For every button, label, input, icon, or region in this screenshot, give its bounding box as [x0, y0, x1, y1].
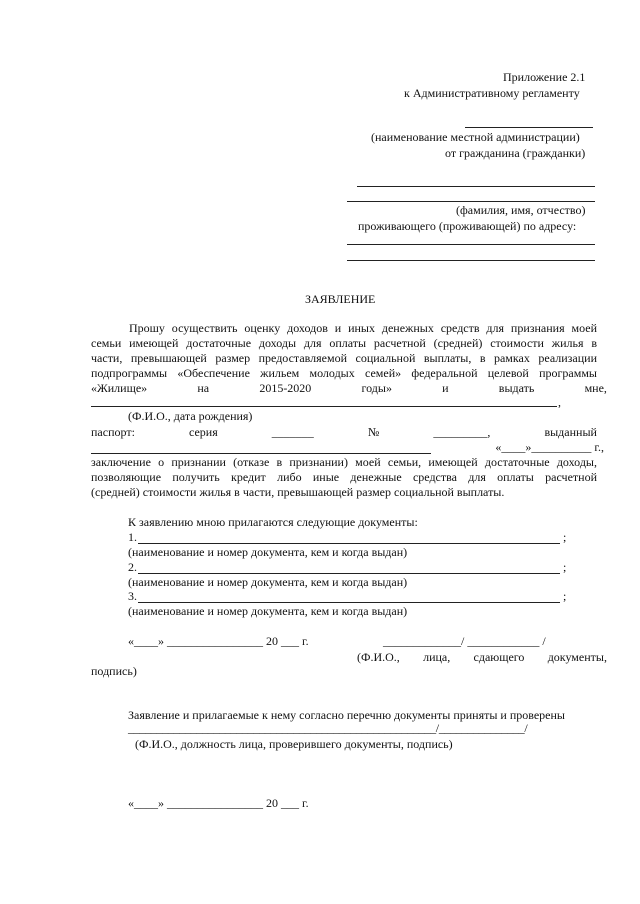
attachment-caption: (наименование и номер документа, кем и когда выдан) [128, 604, 408, 618]
attachment-end: ; [563, 589, 567, 603]
program-word: «Жилище» [91, 381, 148, 395]
attachments-intro: К заявлению мною прилагаются следующие документы: [128, 515, 418, 529]
acceptance-text: Заявление и прилагаемые к нему согласно перечню документы приняты и проверены [128, 708, 565, 722]
body-paragraph [91, 321, 597, 381]
submitter-caption-word: (Ф.И.О., [357, 650, 400, 664]
admin-name-line [465, 127, 593, 128]
attachment-line [138, 602, 560, 603]
address-line-2 [347, 260, 595, 261]
admin-name-caption: (наименование местной администрации) [371, 130, 580, 144]
passport-issued-date: «____»__________ г., [495, 440, 604, 454]
submission-date: «____» ________________ 20 ___ г. [128, 634, 309, 648]
program-word: выдать [498, 381, 535, 395]
program-word: и [442, 381, 449, 395]
submitter-sign-line: _____________/ ____________ / [383, 634, 546, 648]
body-line: семьи имеющей достаточные доходы для оплаты расчетной (средней) стоимости жилья в [91, 336, 597, 350]
attachment-line [138, 573, 560, 574]
fio-caption: (фамилия, имя, отчество) [456, 203, 586, 217]
attachment-number: 2. [128, 560, 137, 574]
attachment-line [138, 543, 560, 544]
citizen-name-line-1 [357, 186, 595, 187]
program-word: 2015-2020 [259, 381, 312, 395]
program-word: годы» [361, 381, 392, 395]
passport-number-blank: _________, [433, 425, 491, 439]
passport-line [91, 425, 597, 440]
fio-dob-caption: (Ф.И.О., дата рождения) [128, 409, 253, 423]
body-line: подпрограммы «Обеспечение жильем молодых семей» федеральной целевой программы [91, 366, 597, 380]
acceptance-line: ______________________________________________________/_______________/ [128, 721, 528, 735]
conclusion-line: (средней) стоимости жилья в части, превышающей размер социальной выплаты. [91, 485, 505, 499]
appendix-number: Приложение 2.1 [503, 70, 586, 84]
passport-series-blank: _______ [271, 425, 314, 439]
address-line-1 [347, 244, 595, 245]
attachment-end: ; [563, 530, 567, 544]
passport-series-label: серия [188, 425, 218, 439]
attachment-caption: (наименование и номер документа, кем и когда выдан) [128, 545, 408, 559]
regulation-reference: к Административному регламенту [404, 86, 580, 100]
conclusion-paragraph [91, 455, 597, 500]
from-citizen-label: от гражданина (гражданки) [445, 146, 586, 160]
program-word: на [197, 381, 210, 395]
submitter-caption-word: сдающего [473, 650, 525, 664]
fio-dob-line [91, 406, 557, 407]
passport-issued-label: выданный [544, 425, 597, 439]
attachment-caption: (наименование и номер документа, кем и когда выдан) [128, 575, 408, 589]
program-word: мне, [584, 381, 607, 395]
submitter-caption-word: лица, [423, 650, 451, 664]
submitter-caption-tail: подпись) [91, 664, 137, 678]
conclusion-line: позволяющие получить кредит либо иные денежные средства для оплаты расчетной [91, 470, 597, 484]
submitter-caption [357, 650, 607, 665]
conclusion-line: заключение о признании (отказе в признании) моей семьи, имеющей достаточные доходы, [91, 455, 597, 469]
passport-label: паспорт: [91, 425, 135, 439]
attachment-number: 1. [128, 530, 137, 544]
attachment-number: 3. [128, 589, 137, 603]
passport-issuer-line [91, 453, 431, 454]
document-title: ЗАЯВЛЕНИЕ [305, 292, 376, 306]
attachment-end: ; [563, 560, 567, 574]
acceptance-caption: (Ф.И.О., должность лица, проверившего документы, подпись) [135, 737, 453, 751]
passport-number-sign: № [367, 425, 380, 439]
fio-dob-comma: , [558, 395, 561, 409]
submitter-caption-word: документы, [547, 650, 607, 664]
program-line [91, 381, 607, 396]
body-line: части, превышающей размер предоставляемой социальной выплаты, в рамках реализации [91, 351, 597, 365]
address-caption: проживающего (проживающей) по адресу: [358, 219, 577, 233]
final-date: «____» ________________ 20 ___ г. [128, 796, 309, 810]
citizen-name-line-2 [347, 201, 595, 202]
body-line: Прошу осуществить оценку доходов и иных денежных средств для признания моей [129, 321, 597, 335]
